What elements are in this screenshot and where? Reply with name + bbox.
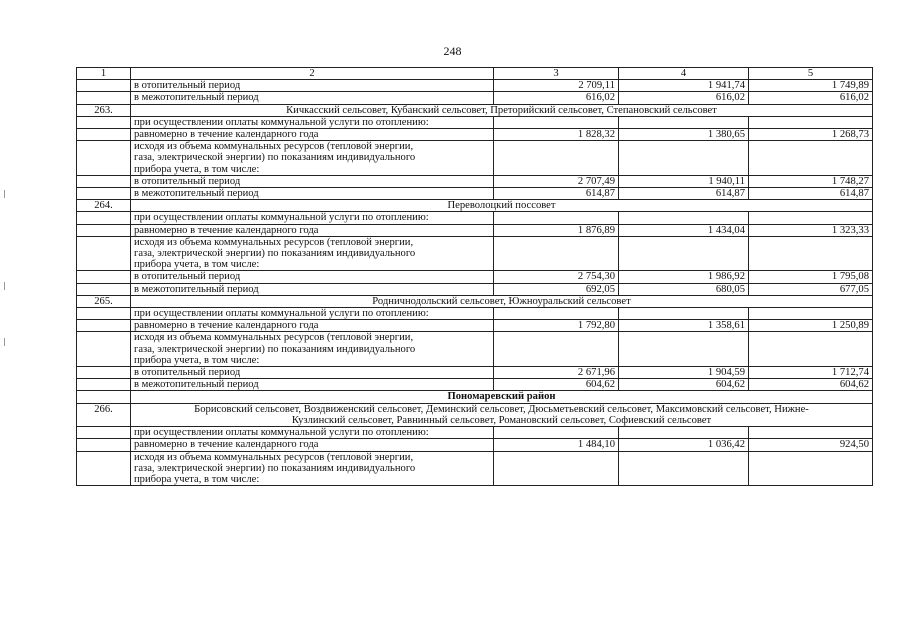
- value-cell: 1 828,32: [494, 129, 619, 141]
- row-label: в межотопительный период: [131, 92, 494, 104]
- row-label: равномерно в течение календарного года: [131, 439, 494, 451]
- empty-cell: [749, 332, 873, 367]
- value-cell: 1 986,92: [619, 271, 749, 283]
- text-line: прибора учета, в том числе:: [134, 259, 260, 271]
- row-number-cell: [77, 236, 131, 271]
- row-number-cell: [77, 379, 131, 391]
- row-label: равномерно в течение календарного года: [131, 320, 494, 332]
- row-number-cell: [77, 141, 131, 176]
- table-row: [77, 224, 873, 236]
- table-row: [77, 367, 873, 379]
- row-label: [131, 332, 494, 367]
- row-label: равномерно в течение календарного года: [131, 224, 494, 236]
- row-label: в межотопительный период: [131, 188, 494, 200]
- value-cell: 1 484,10: [494, 439, 619, 451]
- value-cell: 1 795,08: [749, 271, 873, 283]
- settlement-group-heading: Переволоцкий поссовет: [131, 200, 873, 212]
- empty-cell: [619, 308, 749, 320]
- value-cell: 924,50: [749, 439, 873, 451]
- empty-cell: [749, 212, 873, 224]
- text-line: прибора учета, в том числе:: [134, 163, 260, 175]
- row-number-cell: [77, 332, 131, 367]
- table-row: [77, 200, 873, 212]
- value-cell: 1 904,59: [619, 367, 749, 379]
- empty-cell: [749, 116, 873, 128]
- value-cell: 616,02: [749, 92, 873, 104]
- empty-cell: [494, 212, 619, 224]
- empty-cell: [494, 141, 619, 176]
- text-line: исходя из объема коммунальных ресурсов (тепловой энергии,: [134, 236, 414, 248]
- empty-cell: [619, 451, 749, 486]
- row-number-cell: [77, 308, 131, 320]
- value-cell: 2 671,96: [494, 367, 619, 379]
- row-label: [131, 236, 494, 271]
- text-line: прибора учета, в том числе:: [134, 354, 260, 366]
- row-number-cell: [77, 129, 131, 141]
- value-cell: 1 358,61: [619, 320, 749, 332]
- empty-cell: [749, 236, 873, 271]
- empty-cell: [494, 308, 619, 320]
- table-row: [77, 116, 873, 128]
- value-cell: 1 380,65: [619, 129, 749, 141]
- value-cell: 1 036,42: [619, 439, 749, 451]
- empty-cell: [619, 332, 749, 367]
- value-cell: 1 940,11: [619, 175, 749, 187]
- table-row: [77, 308, 873, 320]
- text-line: исходя из объема коммунальных ресурсов (тепловой энергии,: [134, 141, 414, 153]
- empty-cell: [619, 236, 749, 271]
- empty-cell: [494, 332, 619, 367]
- empty-cell: [749, 451, 873, 486]
- value-cell: 1 748,27: [749, 175, 873, 187]
- column-header: 4: [619, 68, 749, 80]
- value-cell: 604,62: [494, 379, 619, 391]
- row-number-cell: 265.: [77, 295, 131, 307]
- scan-mark: [4, 338, 5, 346]
- row-label: при осуществлении оплаты коммунальной услуги по отоплению:: [131, 427, 494, 439]
- empty-cell: [749, 308, 873, 320]
- table-row: [77, 439, 873, 451]
- row-number-cell: [77, 439, 131, 451]
- empty-cell: [494, 116, 619, 128]
- table-row: [77, 175, 873, 187]
- text-line: исходя из объема коммунальных ресурсов (тепловой энергии,: [134, 332, 414, 344]
- row-label: в межотопительный период: [131, 379, 494, 391]
- table-row: [77, 92, 873, 104]
- row-number-cell: 263.: [77, 104, 131, 116]
- row-number-cell: [77, 320, 131, 332]
- row-label: при осуществлении оплаты коммунальной услуги по отоплению:: [131, 308, 494, 320]
- table-row: [77, 283, 873, 295]
- value-cell: 1 434,04: [619, 224, 749, 236]
- text-line: Кузлинский сельсовет, Равнинный сельсовет, Романовский сельсовет, Софиевский сельсовет: [291, 414, 712, 426]
- text-line: газа, электрической энергии) по показаниям индивидуального: [134, 248, 416, 260]
- text-line: Борисовский сельсовет, Воздвиженский сельсовет, Деминский сельсовет, Дюсьметьевский сельсовет, Максимовский сельсовет, Нижне-: [194, 403, 809, 415]
- column-header: 1: [77, 68, 131, 80]
- table-row: [77, 332, 873, 367]
- value-cell: 1 941,74: [619, 80, 749, 92]
- row-number-cell: [77, 367, 131, 379]
- table-row: [77, 320, 873, 332]
- table-row: [77, 188, 873, 200]
- row-label: при осуществлении оплаты коммунальной услуги по отоплению:: [131, 212, 494, 224]
- row-label: равномерно в течение календарного года: [131, 129, 494, 141]
- row-number-cell: [77, 175, 131, 187]
- table-header-row: [77, 68, 873, 80]
- empty-cell: [749, 141, 873, 176]
- row-number-cell: [77, 451, 131, 486]
- table-body: [77, 68, 873, 486]
- text-line: газа, электрической энергии) по показаниям индивидуального: [134, 462, 416, 474]
- table-row: [77, 451, 873, 486]
- text-line: газа, электрической энергии) по показаниям индивидуального: [134, 152, 416, 164]
- text-line: газа, электрической энергии) по показаниям индивидуального: [134, 343, 416, 355]
- row-label: в межотопительный период: [131, 283, 494, 295]
- value-cell: 1 749,89: [749, 80, 873, 92]
- settlement-group-heading: [131, 403, 873, 426]
- table-row: [77, 391, 873, 403]
- row-label: в отопительный период: [131, 80, 494, 92]
- row-number-cell: [77, 188, 131, 200]
- value-cell: 1 876,89: [494, 224, 619, 236]
- table-row: [77, 141, 873, 176]
- settlement-group-heading: Родничнодольский сельсовет, Южноуральский сельсовет: [131, 295, 873, 307]
- row-number-cell: [77, 224, 131, 236]
- empty-cell: [619, 141, 749, 176]
- value-cell: 2 707,49: [494, 175, 619, 187]
- row-label: [131, 141, 494, 176]
- value-cell: 614,87: [494, 188, 619, 200]
- value-cell: 692,05: [494, 283, 619, 295]
- table-row: [77, 236, 873, 271]
- row-label: при осуществлении оплаты коммунальной услуги по отоплению:: [131, 116, 494, 128]
- table-row: [77, 104, 873, 116]
- empty-cell: [494, 236, 619, 271]
- table-row: [77, 271, 873, 283]
- value-cell: 616,02: [619, 92, 749, 104]
- empty-cell: [77, 391, 131, 403]
- table-row: [77, 403, 873, 426]
- column-header: 3: [494, 68, 619, 80]
- row-label: в отопительный период: [131, 271, 494, 283]
- value-cell: 2 709,11: [494, 80, 619, 92]
- empty-cell: [494, 427, 619, 439]
- row-number-cell: [77, 212, 131, 224]
- column-header: 2: [131, 68, 494, 80]
- row-number-cell: [77, 283, 131, 295]
- row-number-cell: [77, 80, 131, 92]
- row-number-cell: 264.: [77, 200, 131, 212]
- text-line: прибора учета, в том числе:: [134, 473, 260, 485]
- value-cell: 614,87: [619, 188, 749, 200]
- row-label: в отопительный период: [131, 367, 494, 379]
- page-number: 248: [443, 44, 462, 58]
- value-cell: 1 792,80: [494, 320, 619, 332]
- value-cell: 604,62: [619, 379, 749, 391]
- scan-mark: [4, 282, 5, 290]
- empty-cell: [494, 451, 619, 486]
- value-cell: 677,05: [749, 283, 873, 295]
- empty-cell: [619, 427, 749, 439]
- empty-cell: [619, 116, 749, 128]
- value-cell: 1 712,74: [749, 367, 873, 379]
- row-label: [131, 451, 494, 486]
- value-cell: 680,05: [619, 283, 749, 295]
- district-heading: Пономаревский район: [131, 391, 873, 403]
- row-number-cell: 266.: [77, 403, 131, 426]
- value-cell: 2 754,30: [494, 271, 619, 283]
- value-cell: 1 250,89: [749, 320, 873, 332]
- row-label: в отопительный период: [131, 175, 494, 187]
- tariff-table: [76, 67, 873, 486]
- empty-cell: [749, 427, 873, 439]
- table-row: [77, 427, 873, 439]
- row-number-cell: [77, 271, 131, 283]
- column-header: 5: [749, 68, 873, 80]
- empty-cell: [619, 212, 749, 224]
- table-row: [77, 212, 873, 224]
- row-number-cell: [77, 116, 131, 128]
- scan-mark: [4, 190, 5, 198]
- value-cell: 1 268,73: [749, 129, 873, 141]
- row-number-cell: [77, 92, 131, 104]
- value-cell: 616,02: [494, 92, 619, 104]
- value-cell: 1 323,33: [749, 224, 873, 236]
- settlement-group-heading: Кичкасский сельсовет, Кубанский сельсовет, Преторийский сельсовет, Степановский сельсовет: [131, 104, 873, 116]
- value-cell: 614,87: [749, 188, 873, 200]
- table-row: [77, 379, 873, 391]
- text-line: исходя из объема коммунальных ресурсов (тепловой энергии,: [134, 451, 414, 463]
- value-cell: 604,62: [749, 379, 873, 391]
- table-row: [77, 80, 873, 92]
- table-row: [77, 295, 873, 307]
- table-row: [77, 129, 873, 141]
- row-number-cell: [77, 427, 131, 439]
